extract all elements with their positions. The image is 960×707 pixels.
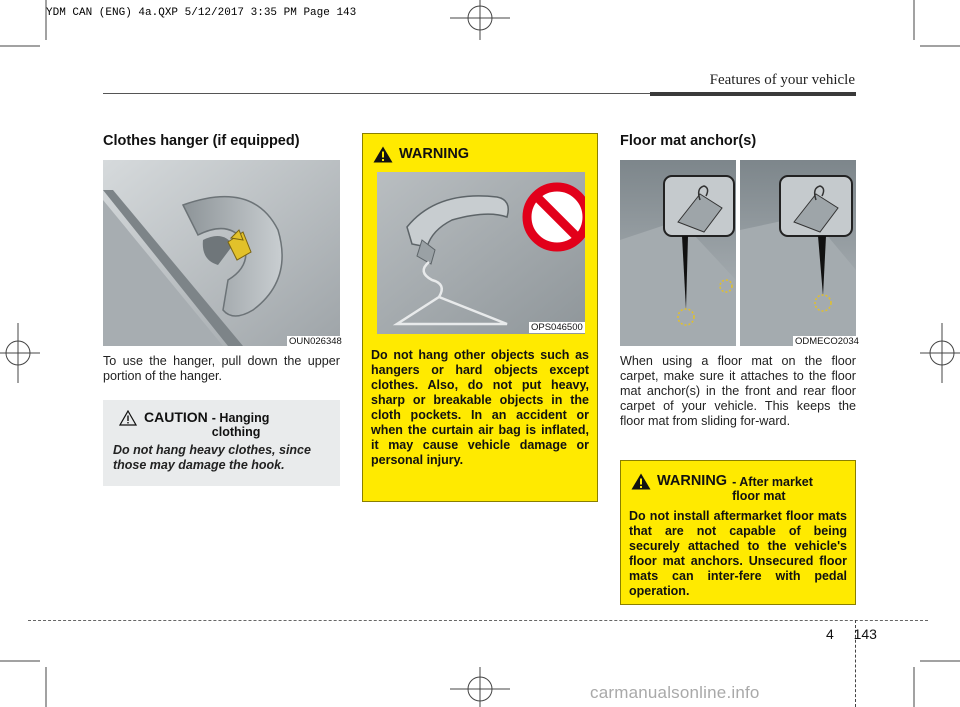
title-rule-accent [650, 92, 856, 96]
section-title: Features of your vehicle [709, 72, 855, 88]
floor-mat-heading: Floor mat anchor(s) [620, 133, 757, 149]
page-number [826, 626, 877, 642]
floor-mat-warning-subtitle: - After market floor mat [732, 475, 813, 503]
caution-text: Do not hang heavy clothes, since those may damage the hook. [113, 443, 311, 472]
hanger-warning-box [362, 133, 598, 502]
caution-subtitle: - Hanging clothing [211, 411, 270, 439]
clothes-hanger-photo [103, 160, 340, 346]
caution-title: CAUTION [144, 409, 208, 425]
floor-mat-photo-code: ODMECO2034 [795, 336, 859, 347]
caution-box [103, 400, 340, 486]
watermark: carmanualsonline.info [590, 683, 760, 702]
page-number-value: 143 [853, 626, 877, 642]
chapter-number: 4 [826, 626, 834, 642]
clothes-hanger-heading: Clothes hanger (if equipped) [103, 133, 300, 149]
hanger-warning-text: Do not hang other objects such as hangers or hard objects except clothes. Also, do not put heavy, sharp or breakable objects in the cloth pockets. In an accident or when the curtain air bag is inflated, it may cause vehicle damage or personal injury. [371, 348, 589, 467]
print-header: YDM CAN (ENG) 4a.QXP 5/12/2017 3:35 PM Page 143 [46, 7, 357, 19]
floor-mat-warning-box [620, 460, 856, 605]
caution-triangle-icon [119, 410, 137, 426]
floor-mat-warning-title: WARNING [657, 473, 728, 489]
floor-mat-anchor-illustration [620, 160, 856, 346]
floor-mat-warning-text: Do not install aftermarket floor mats that are not capable of being securely attached to the vehicle's floor mat anchors. Unsecured floor mats can inter-fere with pedal operation. [629, 509, 847, 598]
floor-mat-photo [620, 160, 856, 346]
hanger-warning-photo [377, 172, 585, 334]
clothes-hanger-body: To use the hanger, pull down the upper portion of the hanger. [103, 354, 340, 383]
clothes-hanger-photo-code: OUN026348 [289, 336, 342, 347]
hanger-with-coat-hanger-illustration [377, 172, 585, 334]
footer-rule [28, 620, 928, 621]
warning-triangle-icon [631, 473, 651, 490]
warning-triangle-icon [373, 146, 393, 163]
floor-mat-body: When using a floor mat on the floor carpet, make sure it attaches to the floor mat anchor(s) in the front and rear floor carpet of your vehicle. This keeps the floor mat from sliding for-ward. [620, 354, 856, 428]
hanger-warning-photo-code: OPS046500 [531, 322, 583, 333]
clothes-hanger-illustration [103, 160, 340, 346]
hanger-warning-title: WARNING [399, 146, 470, 162]
